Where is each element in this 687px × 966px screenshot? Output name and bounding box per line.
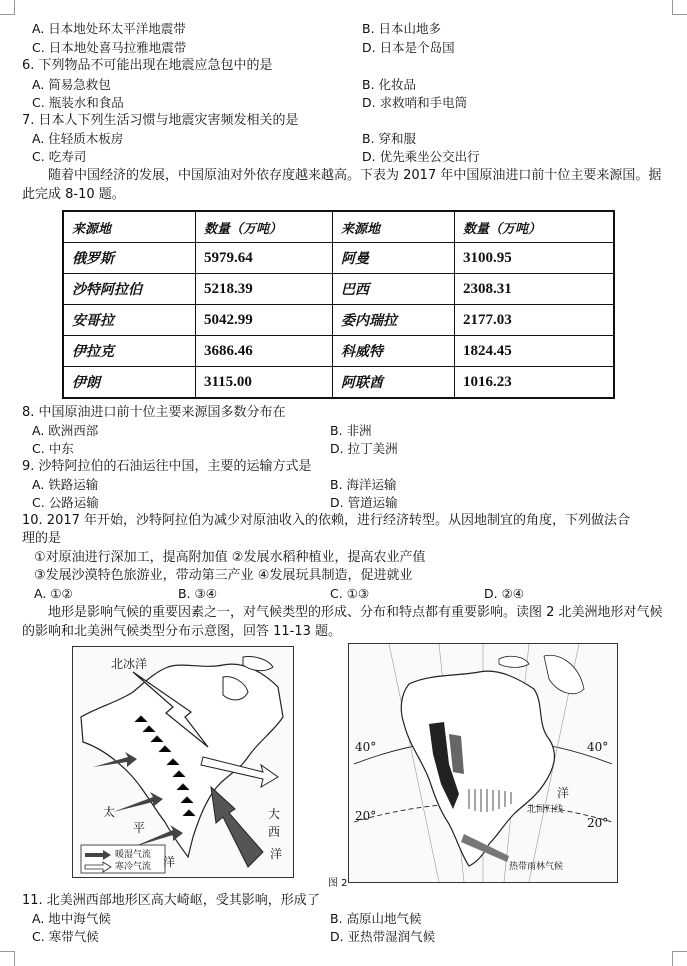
tropic-of-cancer-label: 北回归线 — [527, 805, 564, 815]
corner-mark-top-left — [0, 0, 15, 15]
option-label: B. — [178, 586, 191, 601]
q9-option-a[interactable] — [32, 477, 98, 493]
option-text: 高原山地气候 — [346, 911, 422, 926]
pacific-label-3: 洋 — [163, 855, 176, 869]
option-text: 吃寿司 — [48, 149, 87, 164]
lat-40-left: 40° — [355, 740, 377, 754]
climate-distribution-map — [348, 643, 618, 883]
arctic-ocean-label: 北冰洋 — [111, 657, 148, 671]
q7-option-d[interactable] — [362, 149, 480, 165]
q5-option-c[interactable] — [32, 40, 186, 56]
option-label: C. — [32, 441, 45, 456]
option-label: D. — [484, 586, 498, 601]
q6-option-d[interactable] — [362, 95, 467, 111]
q8-option-b[interactable] — [330, 423, 372, 439]
legend-cold-label: 寒冷气流 — [115, 862, 152, 872]
option-label: D. — [330, 441, 344, 456]
option-label: A. — [34, 586, 47, 601]
table-cell: 伊拉克 — [63, 336, 196, 367]
option-text: 欧洲西部 — [48, 423, 99, 438]
pacific-label-1: 太 — [103, 805, 116, 819]
table-cell: 3115.00 — [196, 367, 333, 399]
table-cell: 2308.31 — [455, 274, 615, 305]
tropical-rainforest-label: 热带雨林气候 — [509, 862, 564, 872]
option-text: 瓶装水和食品 — [48, 95, 124, 110]
option-label: B. — [330, 911, 343, 926]
option-label: C. — [32, 40, 45, 55]
table-cell: 5979.64 — [196, 243, 333, 274]
intro-11-13: 地形是影响气候的重要因素之一，对气候类型的形成、分布和特点都有重要影响。读图 2 北美洲地形对气候的影响和北美洲气候类型分布示意图，回答 11-13 题。 — [22, 605, 663, 639]
option-label: D. — [330, 929, 344, 944]
option-label: C. — [32, 149, 45, 164]
table-header-row — [63, 211, 614, 243]
option-text: ②④ — [501, 586, 525, 601]
option-label: A. — [32, 911, 45, 926]
option-text: 优先乘坐公交出行 — [379, 149, 480, 164]
table-row — [63, 243, 614, 274]
figure-caption: 图 2 — [328, 878, 348, 889]
option-text: 海洋运输 — [346, 477, 397, 492]
option-label: A. — [32, 77, 45, 92]
option-label: B. — [362, 77, 375, 92]
q6-option-c[interactable] — [32, 95, 124, 111]
oil-import-table — [62, 210, 615, 399]
q10-option-c[interactable] — [330, 586, 369, 602]
option-text: 非洲 — [346, 423, 372, 438]
option-label: B. — [362, 21, 375, 36]
option-label: B. — [330, 423, 343, 438]
option-label: A. — [32, 21, 45, 36]
table-row — [63, 274, 614, 305]
table-header-cell: 来源地 — [333, 211, 455, 243]
legend-warm-label: 暖湿气流 — [115, 850, 152, 860]
q9-option-d[interactable] — [330, 495, 398, 511]
option-label: D. — [362, 149, 376, 164]
option-label: A. — [32, 131, 45, 146]
table-cell: 1016.23 — [455, 367, 615, 399]
option-label: B. — [362, 131, 375, 146]
option-text: 求救哨和手电筒 — [379, 95, 468, 110]
option-label: A. — [32, 423, 45, 438]
q11-stem: 11. 北美洲西部地形区高大崎岖，受其影响，形成了 — [22, 893, 320, 908]
option-label: C. — [32, 95, 45, 110]
corner-mark-bottom-left — [0, 951, 15, 966]
option-text: ①③ — [346, 586, 370, 601]
atlantic-label-2: 西 — [268, 825, 281, 839]
q7-option-c[interactable] — [32, 149, 86, 165]
q10-stem-line2: 理的是 — [22, 531, 62, 546]
table-cell: 伊朗 — [63, 367, 196, 399]
option-label: D. — [362, 95, 376, 110]
option-label: C. — [32, 495, 45, 510]
q10-stem-line1: 10. 2017 年开始，沙特阿拉伯为减少对原油收入的依赖，进行经济转型。从因地制宜的角度，下列做法合 — [22, 513, 631, 528]
q6-stem: 6. 下列物品不可能出现在地震应急包中的是 — [22, 58, 273, 73]
option-label: C. — [32, 929, 45, 944]
option-text: 日本是个岛国 — [379, 40, 455, 55]
table-cell: 安哥拉 — [63, 305, 196, 336]
corner-mark-top-right — [672, 0, 687, 15]
table-header-cell: 数量（万吨） — [196, 211, 333, 243]
option-text: 穿和服 — [378, 131, 417, 146]
option-text: 地中海气候 — [48, 911, 111, 926]
q7-option-a[interactable] — [32, 131, 123, 147]
q6-option-b[interactable] — [362, 77, 416, 93]
table-header-cell: 数量（万吨） — [455, 211, 615, 243]
option-text: 简易急救包 — [48, 77, 111, 92]
table-cell: 阿曼 — [333, 243, 455, 274]
table-cell: 阿联酋 — [333, 367, 455, 399]
table-cell: 巴西 — [333, 274, 455, 305]
table-cell: 俄罗斯 — [63, 243, 196, 274]
terrain-map-drawing — [73, 647, 293, 877]
option-text: 日本地处喜马拉雅地震带 — [48, 40, 187, 55]
table-row — [63, 305, 614, 336]
q8-option-c[interactable] — [32, 441, 74, 457]
option-label: B. — [330, 477, 343, 492]
q10-option-d[interactable] — [484, 586, 524, 602]
option-text: 中东 — [48, 441, 74, 456]
q11-option-b[interactable] — [330, 911, 422, 927]
option-text: 铁路运输 — [48, 477, 99, 492]
q11-option-a[interactable] — [32, 911, 111, 927]
table-cell: 沙特阿拉伯 — [63, 274, 196, 305]
intro-8-10: 随着中国经济的发展，中国原油对外依存度越来越高。下表为 2017 年中国原油进口前十位主要来源国。据此完成 8-10 题。 — [22, 168, 662, 202]
option-text: 日本山地多 — [378, 21, 442, 36]
lat-20-right: 20° — [587, 816, 609, 830]
q8-option-a[interactable] — [32, 423, 98, 439]
terrain-influence-map — [72, 646, 294, 878]
option-label: C. — [330, 586, 343, 601]
q11-option-c[interactable] — [32, 929, 99, 945]
q10-option-a[interactable] — [34, 586, 73, 602]
q5-option-d[interactable] — [362, 40, 455, 56]
q10-option-b[interactable] — [178, 586, 217, 602]
table-row — [63, 336, 614, 367]
atlantic-label-1: 大 — [268, 807, 281, 821]
option-text: 日本地处环太平洋地震带 — [48, 21, 186, 36]
option-text: 管道运输 — [347, 495, 398, 510]
q7-option-b[interactable] — [362, 131, 416, 147]
option-text: 拉丁美洲 — [347, 441, 398, 456]
pacific-label-2: 平 — [133, 821, 146, 835]
q11-option-d[interactable] — [330, 929, 435, 945]
atlantic-label-3: 洋 — [270, 847, 283, 861]
table-cell: 5042.99 — [196, 305, 333, 336]
q7-stem: 7. 日本人下列生活习惯与地震灾害频发相关的是 — [22, 113, 299, 128]
table-cell: 5218.39 — [196, 274, 333, 305]
option-text: 寒带气候 — [48, 929, 99, 944]
table-cell: 3686.46 — [196, 336, 333, 367]
q6-option-a[interactable] — [32, 77, 111, 93]
option-label: D. — [330, 495, 344, 510]
option-text: 化妆品 — [378, 77, 417, 92]
q10-items-line2: ③发展沙漠特色旅游业，带动第三产业 ④发展玩具制造，促进就业 — [34, 568, 413, 583]
q9-option-b[interactable] — [330, 477, 397, 493]
q9-stem: 9. 沙特阿拉伯的石油运往中国，主要的运输方式是 — [22, 459, 312, 474]
option-text: 公路运输 — [48, 495, 99, 510]
q9-option-c[interactable] — [32, 495, 99, 511]
option-label: A. — [32, 477, 45, 492]
q5-option-a[interactable] — [32, 21, 186, 37]
option-text: ③④ — [194, 586, 217, 601]
table-cell: 1824.45 — [455, 336, 615, 367]
q8-option-d[interactable] — [330, 441, 398, 457]
table-cell: 2177.03 — [455, 305, 615, 336]
table-cell: 委内瑞拉 — [333, 305, 455, 336]
corner-mark-bottom-right — [672, 951, 687, 966]
q8-stem: 8. 中国原油进口前十位主要来源国多数分布在 — [22, 405, 286, 420]
ocean-label-right: 洋 — [557, 786, 570, 800]
option-text: 亚热带湿润气候 — [347, 929, 436, 944]
option-label: D. — [362, 40, 376, 55]
option-text: ①② — [50, 586, 73, 601]
option-text: 住轻质木板房 — [48, 131, 124, 146]
table-header-cell: 来源地 — [63, 211, 196, 243]
lat-20-left: 20° — [355, 809, 377, 823]
table-cell: 3100.95 — [455, 243, 615, 274]
q10-items-line1: ①对原油进行深加工，提高附加值 ②发展水稻种植业，提高农业产值 — [34, 550, 426, 565]
q5-option-b[interactable] — [362, 21, 441, 37]
table-cell: 科威特 — [333, 336, 455, 367]
lat-40-right: 40° — [587, 740, 609, 754]
table-row — [63, 367, 614, 399]
climate-map-drawing — [349, 644, 617, 882]
